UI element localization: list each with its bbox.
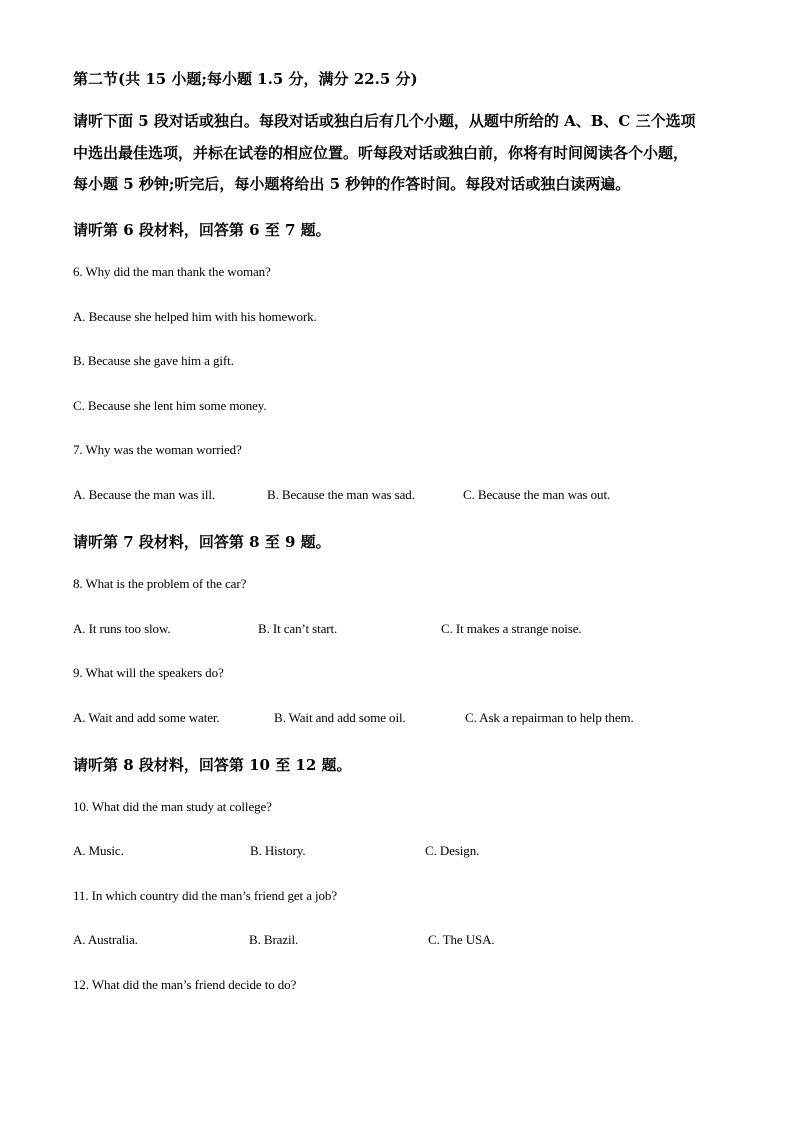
question-9-option-c: C. Ask a repairman to help them.: [465, 710, 634, 725]
question-7-option-b: B. Because the man was sad.: [267, 487, 415, 502]
question-8: 8. What is the problem of the car?: [73, 576, 247, 591]
question-7-options: [73, 487, 713, 505]
group-heading-8: 请听第 8 段材料，回答第 10 至 12 题。: [73, 756, 352, 774]
question-10-option-a: A. Music.: [73, 843, 124, 858]
question-9: 9. What will the speakers do?: [73, 665, 224, 680]
question-11-option-b: B. Brazil.: [249, 932, 299, 947]
question-9-options: [73, 710, 713, 728]
question-8-option-a: A. It runs too slow.: [73, 621, 171, 636]
question-10: 10. What did the man study at college?: [73, 799, 272, 814]
question-8-option-b: B. It can’t start.: [258, 621, 338, 636]
question-7-option-c: C. Because the man was out.: [463, 487, 611, 502]
question-6-option-a: A. Because she helped him with his homework.: [73, 309, 317, 324]
question-11-options: [73, 932, 713, 950]
question-8-option-c: C. It makes a strange noise.: [441, 621, 582, 636]
question-11-option-a: A. Australia.: [73, 932, 138, 947]
question-7: 7. Why was the woman worried?: [73, 442, 242, 457]
question-10-option-c: C. Design.: [425, 843, 480, 858]
question-6-option-c: C. Because she lent him some money.: [73, 398, 267, 413]
group-heading-7: 请听第 7 段材料，回答第 8 至 9 题。: [73, 533, 331, 551]
question-6-option-b: B. Because she gave him a gift.: [73, 353, 234, 368]
question-7-option-a: A. Because the man was ill.: [73, 487, 216, 502]
instructions-line-2: 中选出最佳选项，并标在试卷的相应位置。听每段对话或独白前，你将有时间阅读各个小题，: [73, 144, 689, 162]
question-8-options: [73, 621, 713, 639]
section-header: 第二节(共 15 小题;每小题 1.5 分，满分 22.5 分): [73, 70, 418, 88]
question-9-option-a: A. Wait and add some water.: [73, 710, 220, 725]
question-12: 12. What did the man’s friend decide to do?: [73, 977, 297, 992]
instructions-line-1: 请听下面 5 段对话或独白。每段对话或独白后有几个小题，从题中所给的 A、B、C 三个选项: [73, 112, 696, 130]
question-6: 6. Why did the man thank the woman?: [73, 264, 271, 279]
group-heading-6: 请听第 6 段材料，回答第 6 至 7 题。: [73, 221, 331, 239]
instructions-line-3: 每小题 5 秒钟;听完后，每小题将给出 5 秒钟的作答时间。每段对话或独白读两遍。: [73, 175, 631, 193]
question-11-option-c: C. The USA.: [428, 932, 495, 947]
question-11: 11. In which country did the man’s friend get a job?: [73, 888, 337, 903]
question-10-option-b: B. History.: [250, 843, 306, 858]
question-10-options: [73, 843, 713, 861]
question-9-option-b: B. Wait and add some oil.: [274, 710, 406, 725]
